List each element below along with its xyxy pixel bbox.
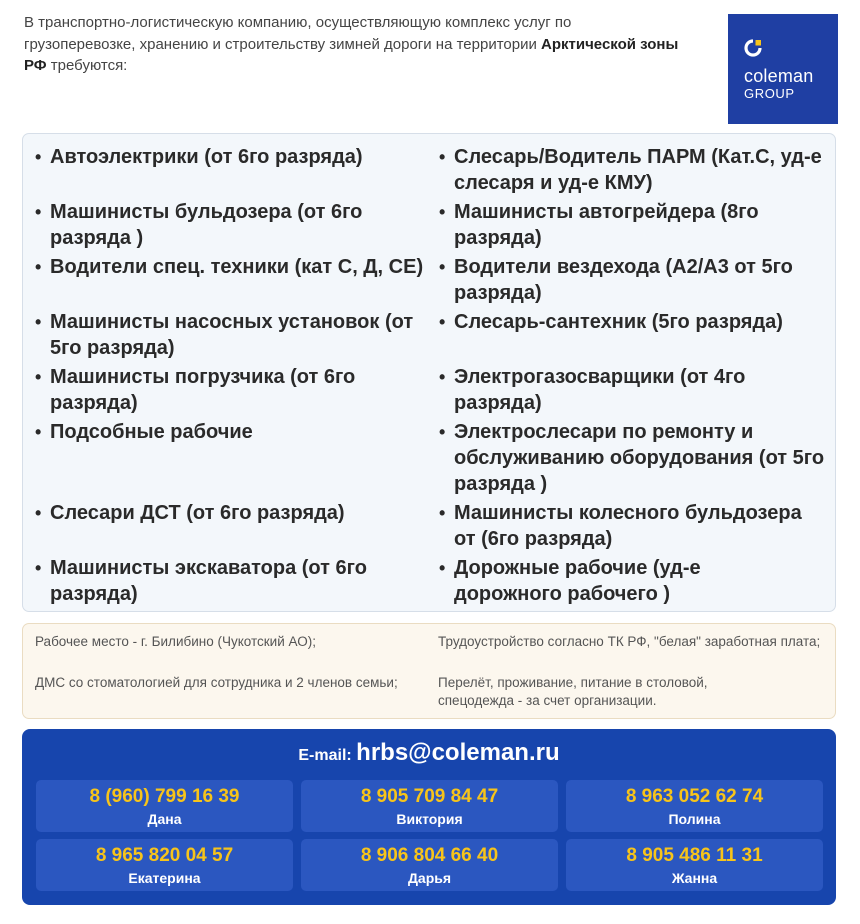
vacancy-label: Машинисты экскаватора (от 6го разряда) — [50, 557, 367, 605]
logo-name: coleman — [744, 66, 814, 86]
bullet-icon: • — [35, 147, 42, 167]
contact-card — [36, 839, 293, 891]
bullet-icon: • — [35, 312, 42, 332]
vacancy-item — [439, 199, 814, 251]
vacancy-item — [35, 254, 430, 280]
contact-name: Виктория — [396, 811, 463, 827]
phone-link[interactable]: 8 963 052 62 74 — [625, 786, 764, 807]
vacancy-label: Подсобные рабочие — [50, 421, 253, 443]
bullet-icon: • — [439, 257, 446, 277]
condition-text: Рабочее место - г. Билибино (Чукотский АО); — [35, 634, 316, 649]
phone-link[interactable]: 8 (960) 799 16 39 — [89, 786, 240, 807]
bullet-icon: • — [439, 202, 446, 222]
contact-name: Полина — [668, 811, 721, 827]
intro-region: Арктической зоны РФ — [24, 35, 679, 74]
bullet-icon: • — [35, 202, 42, 222]
contact-name: Жанна — [671, 870, 718, 886]
contact-card — [36, 780, 293, 832]
bullet-icon: • — [439, 422, 446, 442]
contact-name: Дана — [147, 811, 182, 827]
vacancy-label: Машинисты бульдозера (от 6го разряда ) — [50, 201, 363, 249]
vacancy-label: Машинисты колесного бульдозера от (6го разряда) — [454, 502, 802, 550]
intro-text-before: В транспортно-логистическую компанию, осуществляющую комплекс услуг по грузоперевозке, хранению и строительству зимней дороги на территории — [24, 14, 572, 53]
vacancy-item — [439, 419, 829, 497]
phone-link[interactable]: 8 905 709 84 47 — [360, 786, 499, 807]
intro-text — [24, 12, 684, 77]
vacancy-label: Водители вездехода (А2/А3 от 5го разряда) — [454, 256, 793, 304]
bullet-icon: • — [439, 367, 446, 387]
bullet-icon: • — [35, 422, 42, 442]
email-line — [22, 739, 836, 767]
vacancy-item — [439, 254, 804, 306]
email-label: E-mail: — [298, 747, 352, 764]
vacancy-item — [35, 500, 430, 526]
contact-card — [301, 839, 558, 891]
phone-link[interactable]: 8 905 486 11 31 — [626, 845, 763, 866]
vacancy-item — [439, 309, 829, 335]
vacancy-label: Машинисты автогрейдера (8го разряда) — [454, 201, 759, 249]
vacancy-item — [35, 419, 430, 445]
bullet-icon: • — [35, 257, 42, 277]
contact-name: Екатерина — [128, 870, 201, 886]
vacancy-label: Слесарь/Водитель ПАРМ (Кат.С, уд-е слесаря и уд-е КМУ) — [454, 146, 822, 194]
condition-text: Трудоустройство согласно ТК РФ, "белая" заработная плата; — [438, 634, 821, 649]
vacancy-item — [35, 199, 410, 251]
vacancy-item — [439, 364, 814, 416]
condition-text: Перелёт, проживание, питание в столовой, спецодежда - за счет организации. — [438, 675, 708, 708]
bullet-icon: • — [35, 558, 42, 578]
contact-card — [301, 780, 558, 832]
bullet-icon: • — [439, 558, 446, 578]
condition-text: ДМС со стоматологией для сотрудника и 2 членов семьи; — [35, 675, 398, 690]
vacancy-item — [35, 144, 410, 170]
vacancy-item — [35, 555, 420, 607]
vacancy-label: Слесарь-сантехник (5го разряда) — [454, 311, 783, 333]
vacancy-label: Машинисты насосных установок (от 5го разряда) — [50, 311, 414, 359]
contact-name: Дарья — [407, 870, 452, 886]
logo-subtitle: GROUP — [744, 86, 795, 101]
vacancy-item — [35, 309, 430, 361]
vacancy-item — [439, 500, 814, 552]
vacancy-label: Водители спец. техники (кат С, Д, СЕ) — [50, 256, 424, 278]
vacancy-label: Машинисты погрузчика (от 6го разряда) — [50, 366, 356, 414]
vacancy-label: Электрослесари по ремонту и обслуживанию оборудования (от 5го разряда ) — [454, 421, 825, 495]
bullet-icon: • — [439, 147, 446, 167]
contacts-panel — [22, 729, 836, 905]
coleman-logo — [728, 14, 838, 124]
coleman-logo-icon — [744, 39, 762, 57]
vacancy-item — [439, 144, 824, 196]
phone-link[interactable]: 8 965 820 04 57 — [95, 845, 234, 866]
vacancy-label: Автоэлектрики (от 6го разряда) — [50, 146, 363, 168]
contact-card — [566, 839, 823, 891]
bullet-icon: • — [439, 312, 446, 332]
conditions-panel — [22, 623, 836, 719]
vacancies-panel — [22, 133, 836, 612]
intro-text-after: требуются: — [46, 57, 128, 74]
phone-link[interactable]: 8 906 804 66 40 — [360, 845, 499, 866]
vacancy-label: Дорожные рабочие (уд-е дорожного рабочего ) — [454, 557, 701, 605]
bullet-icon: • — [35, 367, 42, 387]
contact-card — [566, 780, 823, 832]
bullet-icon: • — [35, 503, 42, 523]
vacancy-label: Слесари ДСТ (от 6го разряда) — [50, 502, 345, 524]
vacancy-label: Электрогазосварщики (от 4го разряда) — [454, 366, 746, 414]
bullet-icon: • — [439, 503, 446, 523]
email-link[interactable]: hrbs@coleman.ru — [356, 739, 560, 766]
vacancy-item — [439, 555, 794, 607]
vacancy-item — [35, 364, 410, 416]
